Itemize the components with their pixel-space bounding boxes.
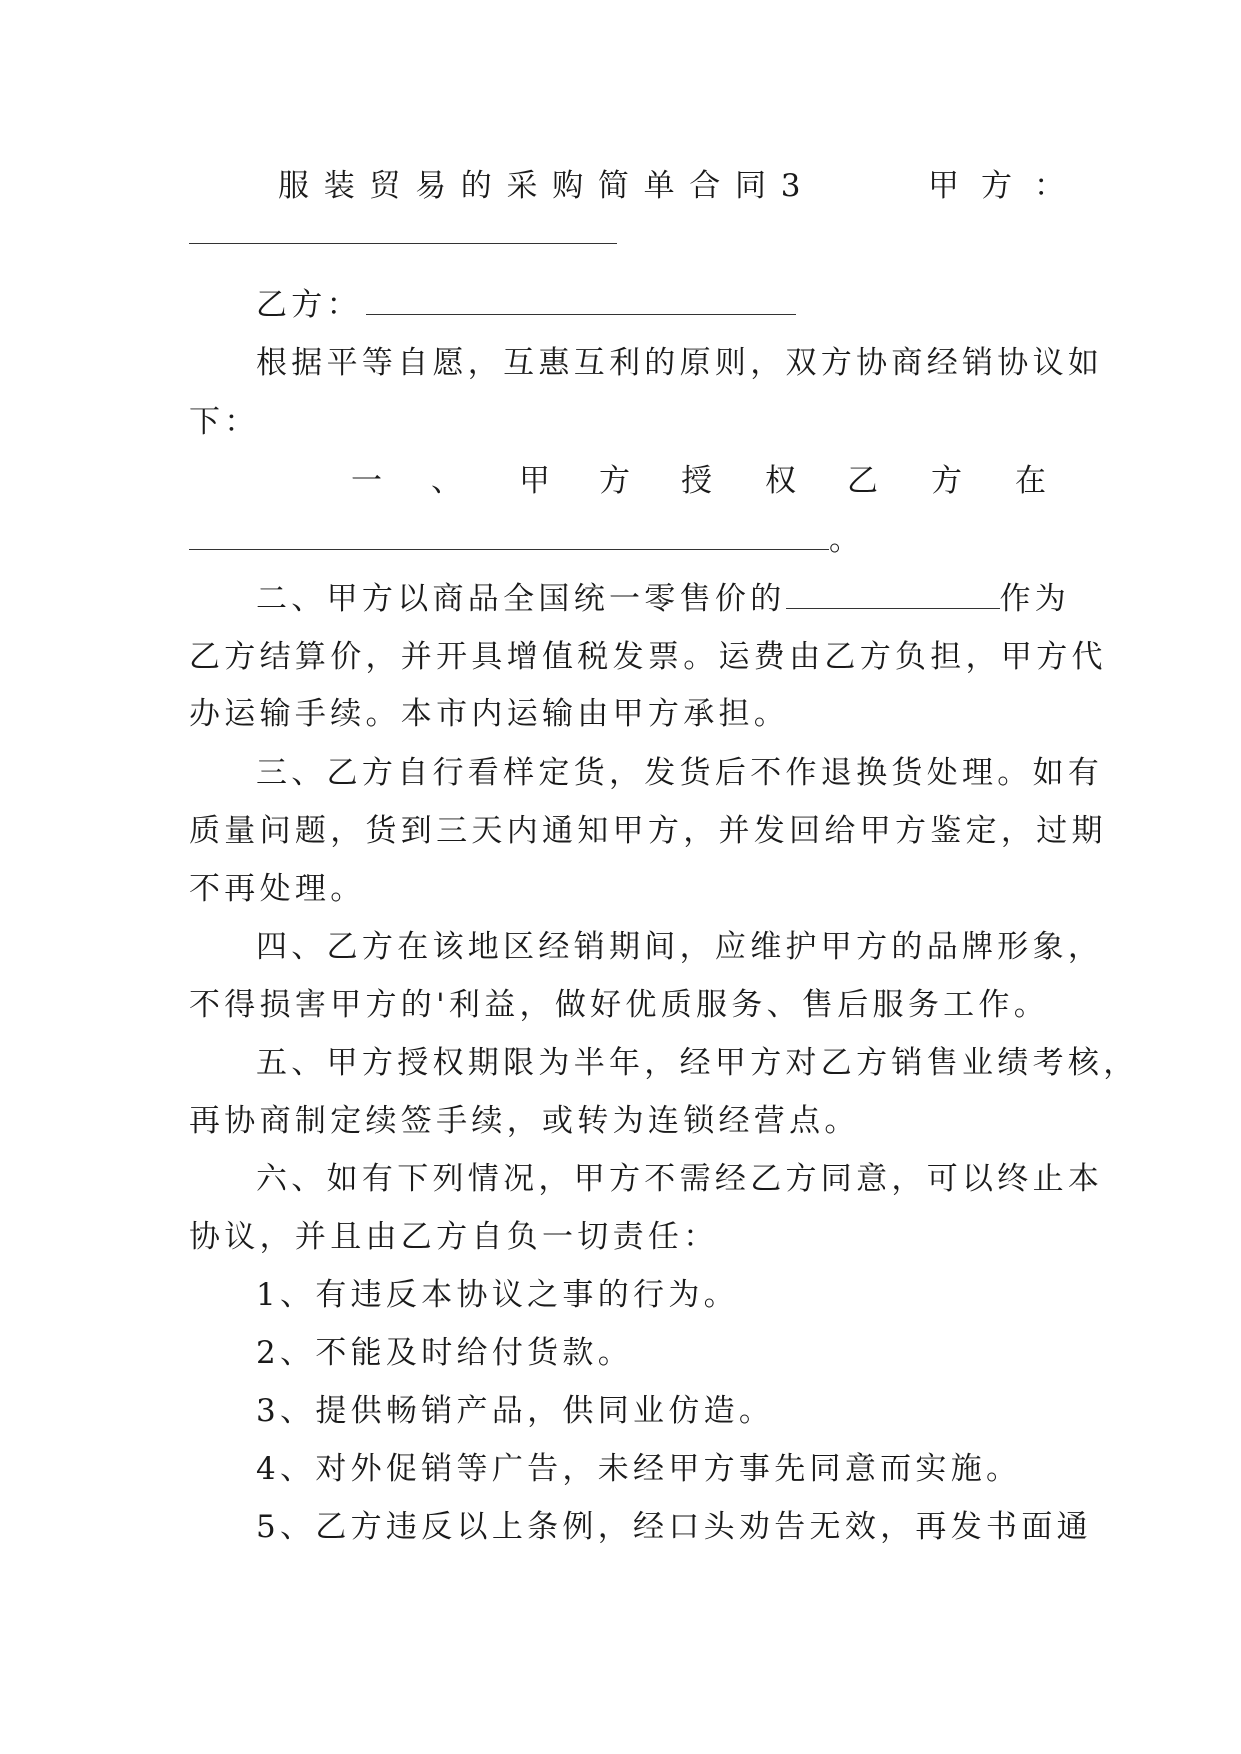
clause-2-line-2: 乙方结算价，并开具增值税发票。运费由乙方负担，甲方代 [189, 639, 1107, 675]
clause-6-line-1: 六、如有下列情况，甲方不需经乙方同意，可以终止本 [256, 1161, 1104, 1197]
clause-2-text-b: 作为 [999, 581, 1071, 617]
intro-line-1: 根据平等自愿，互惠互利的原则，双方协商经销协议如 [256, 345, 1104, 381]
party-a-blank[interactable] [189, 215, 617, 244]
clause-3-line-1: 三、乙方自行看样定货，发货后不作退换货处理。如有 [256, 755, 1104, 791]
clause-2-blank[interactable] [786, 580, 1000, 609]
clause-3-line-3: 不再处理。 [189, 871, 366, 907]
clause-1-line-2 [189, 520, 864, 560]
clause-5-line-1: 五、甲方授权期限为半年，经甲方对乙方销售业绩考核， [256, 1045, 1139, 1081]
party-b-line [256, 285, 796, 325]
clause-1-char: 方 [599, 463, 630, 499]
clause-3-line-2: 质量问题，货到三天内通知甲方，并发回给甲方鉴定，过期 [189, 813, 1107, 849]
clause-5-line-2: 再协商制定续签手续，或转为连锁经营点。 [189, 1103, 860, 1139]
party-b-label: 乙方： [256, 287, 362, 323]
clause-4-line-1: 四、乙方在该地区经销期间，应维护甲方的品牌形象， [256, 929, 1104, 965]
clause-1-line-1 [0, 461, 1241, 501]
clause-1-char: 甲 [519, 463, 550, 499]
clause-1-blank[interactable] [189, 521, 829, 550]
intro-line-2: 下： [189, 404, 260, 440]
clause-2-line-3: 办运输手续。本市内运输由甲方承担。 [189, 696, 790, 732]
party-a-label: 甲方： [928, 168, 1087, 204]
party-a-blank-line [189, 214, 617, 254]
clause-1-char: 、 [431, 463, 462, 499]
clause-2-text-a: 二、甲方以商品全国统一零售价的 [256, 581, 786, 617]
clause-1-char: 一 [351, 463, 382, 499]
list-item: 3、提供畅销产品，供同业仿造。 [256, 1393, 775, 1429]
list-item: 2、不能及时给付货款。 [256, 1335, 634, 1371]
clause-1-char: 在 [1015, 463, 1046, 499]
clause-2-line-1 [256, 579, 1070, 619]
clause-1-char: 权 [765, 463, 796, 499]
party-b-blank[interactable] [366, 286, 796, 315]
title-row [0, 166, 1241, 206]
clause-4-line-2: 不得损害甲方的'利益，做好优质服务、售后服务工作。 [189, 987, 1050, 1023]
clause-1-char: 授 [681, 463, 712, 499]
document-title: 服装贸易的采购简单合同3 [278, 168, 816, 204]
clause-1-char: 方 [931, 463, 962, 499]
clause-1-end: 。 [829, 522, 865, 558]
list-item: 1、有违反本协议之事的行为。 [256, 1277, 739, 1313]
clause-6-line-2: 协议，并且由乙方自负一切责任： [189, 1219, 719, 1255]
list-item: 4、对外促销等广告，未经甲方事先同意而实施。 [256, 1451, 1022, 1487]
list-item: 5、乙方违反以上条例，经口头劝告无效，再发书面通 [256, 1509, 1092, 1545]
clause-1-char: 乙 [847, 463, 878, 499]
